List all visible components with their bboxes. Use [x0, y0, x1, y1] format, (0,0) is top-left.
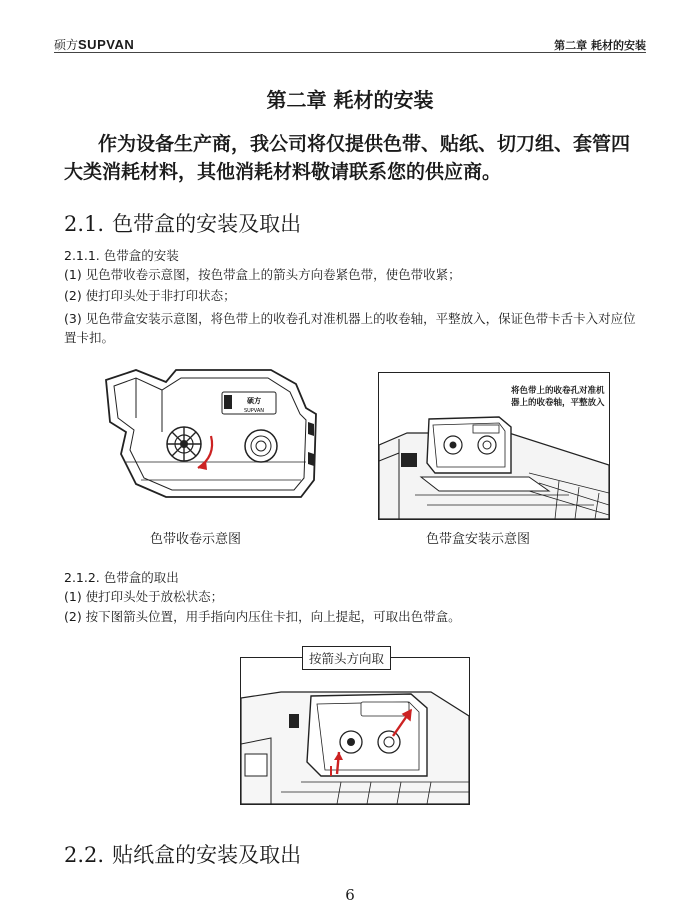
install-note-text: 将色带上的收卷孔对准机器上的收卷轴，平整放入	[511, 386, 605, 408]
section-number: 2.1.	[64, 212, 105, 236]
install-step-3: (3) 见色带盒安装示意图，将色带上的收卷孔对准机器上的收卷轴，平整放入，保证色带卡舌卡入对应位置卡扣。	[64, 311, 636, 345]
chapter-title: 第二章 耗材的安装	[266, 88, 434, 112]
removal-direction-label: 按箭头方向取	[302, 646, 391, 670]
svg-text:SUPVAN: SUPVAN	[243, 408, 265, 414]
section-title: 贴纸盒的安装及取出	[112, 843, 302, 867]
subsection-2-1-2-heading: 2.1.2. 色带盒的取出	[64, 570, 179, 585]
install-step-1: (1) 见色带收卷示意图，按色带盒上的箭头方向卷紧色带，使色带收紧；	[64, 267, 461, 282]
figure-caption-install: 色带盒安装示意图	[426, 532, 531, 547]
brand-name-cn: 硕方	[54, 38, 79, 52]
remove-step-1: (1) 使打印头处于放松状态；	[64, 589, 224, 604]
figure-caption-winding: 色带收卷示意图	[150, 532, 242, 547]
header-rule	[54, 52, 646, 53]
brand-name-en: SUPVAN	[78, 37, 135, 52]
svg-text:硕方: 硕方	[247, 397, 261, 405]
cassette-installation-illustration	[378, 372, 610, 520]
page-number: 6	[345, 886, 355, 904]
intro-paragraph: 作为设备生产商，我公司将仅提供色带、贴纸、切刀组、套管四大类消耗材料，其他消耗材料敬请联系您的供应商。	[64, 133, 631, 183]
cassette-removal-illustration	[240, 657, 470, 805]
page-header	[54, 34, 646, 54]
running-chapter-title: 第二章 耗材的安装	[554, 39, 646, 52]
section-title: 色带盒的安装及取出	[112, 212, 302, 236]
install-step-2: (2) 使打印头处于非打印状态；	[64, 288, 236, 303]
section-2-2-heading	[64, 839, 301, 869]
section-2-1-heading	[64, 208, 301, 238]
brand-logo	[54, 36, 134, 53]
ribbon-winding-illustration	[96, 362, 328, 510]
section-number: 2.2.	[64, 843, 105, 867]
remove-step-2: (2) 按下图箭头位置，用手指向内压住卡扣，向上提起，可取出色带盒。	[64, 609, 461, 624]
subsection-2-1-1-heading: 2.1.1. 色带盒的安装	[64, 248, 179, 263]
